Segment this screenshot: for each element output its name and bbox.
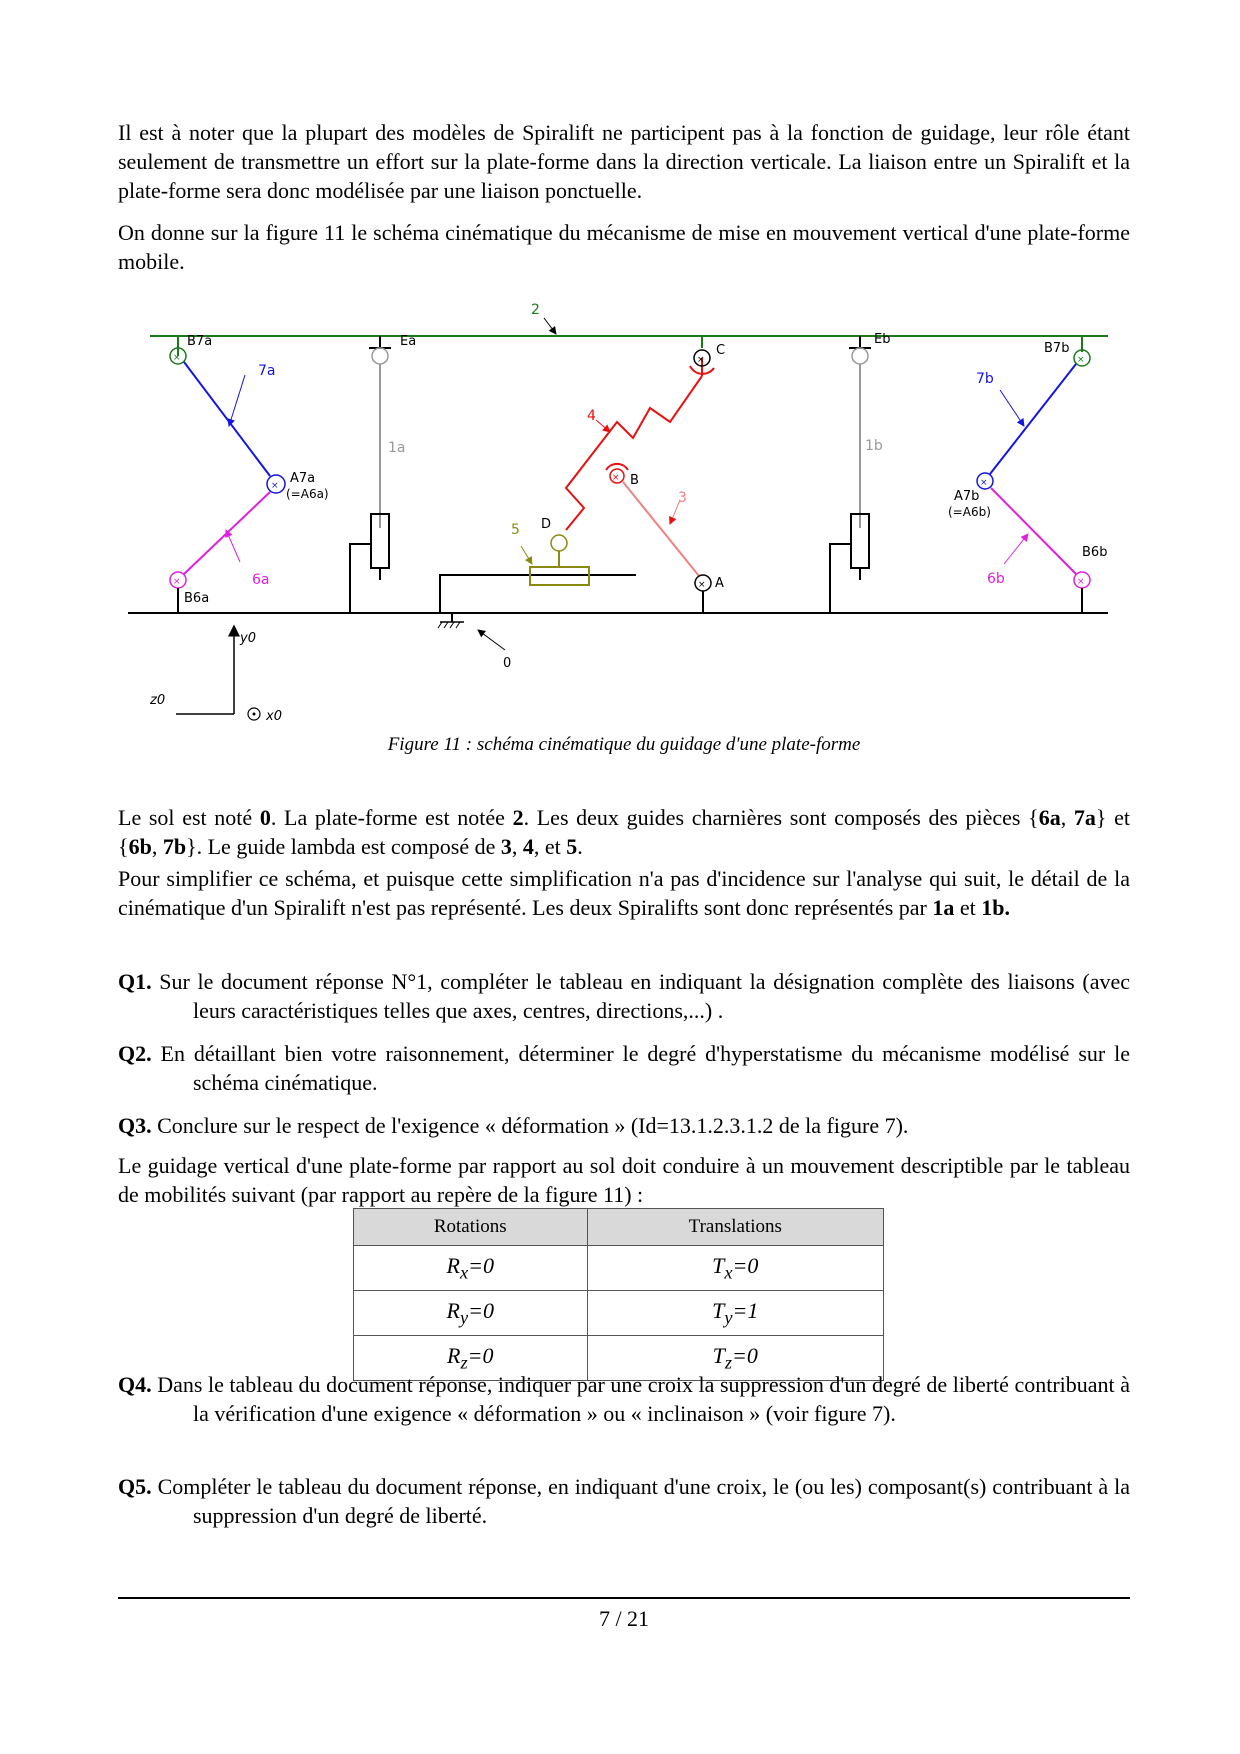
- figure-caption: Figure 11 : schéma cinématique du guidage d'une plate-forme: [387, 734, 861, 755]
- svg-text:×: ×: [1077, 577, 1085, 587]
- paragraph-figure-intro: On donne sur la figure 11 le schéma cinématique du mécanisme de mise en mouvement vertical d'une plate-forme mobile.: [118, 220, 1130, 274]
- label-1a: 1a: [388, 440, 406, 456]
- label-B6b: B6b: [1082, 545, 1108, 560]
- label-A7b: A7b: [954, 489, 980, 504]
- paragraph-simplification: Pour simplifier ce schéma, et puisque cette simplification n'a pas d'incidence sur l'analyse qui suit, le détail de la cinématique d'un Spiralift n'est pas représenté. Les deux Spiralifts sont donc représentés par 1a et 1b.: [118, 866, 1130, 920]
- label-platform-2: 2: [531, 302, 540, 318]
- label-A7a: A7a: [290, 471, 316, 486]
- mobility-table: [353, 1208, 884, 1381]
- svg-text:×: ×: [980, 478, 988, 488]
- label-C: C: [716, 343, 726, 358]
- table-row: $R_x=0$ $T_x=0$: [354, 1246, 884, 1291]
- spiralift-1a: [350, 336, 391, 613]
- question-1: Q1. Sur le document réponse N°1, compléter le tableau en indiquant la désignation complète des liaisons (avec leurs caractéristiques telles que axes, centres, directions,...) .: [118, 969, 1130, 1023]
- svg-text:×: ×: [697, 355, 705, 365]
- label-1b: 1b: [865, 438, 883, 454]
- label-Ea: Ea: [400, 334, 417, 349]
- label-5: 5: [511, 522, 520, 538]
- paragraph-mobility-intro: Le guidage vertical d'une plate-forme par rapport au sol doit conduire à un mouvement descriptible par le tableau de mobilités suivant (par rapport au repère de la figure 11) :: [118, 1153, 1130, 1207]
- svg-text:×: ×: [271, 481, 279, 491]
- lambda-guide-part-3: [606, 464, 711, 613]
- paragraph-parts: Le sol est noté 0. La plate-forme est notée 2. Les deux guides charnières sont composés des pièces {6a, 7a} et {6b, 7b}. Le guide lambda est composé de 3, 4, et 5.: [118, 805, 1130, 859]
- spiralift-1b: [830, 336, 871, 613]
- label-ground-0: 0: [503, 656, 512, 671]
- label-7a: 7a: [258, 363, 276, 379]
- kinematic-diagram: [0, 290, 1240, 730]
- table-row: $R_z=0$ $T_z=0$: [354, 1336, 884, 1381]
- question-2: Q2. En détaillant bien votre raisonnement, déterminer le degré d'hyperstatisme du mécanisme modélisé sur le schéma cinématique.: [118, 1041, 1130, 1095]
- label-A7b-eq: (=A6b): [948, 505, 991, 519]
- header-translations: Translations: [587, 1209, 883, 1246]
- label-A7a-eq: (=A6a): [286, 487, 329, 501]
- question-5: Q5. Compléter le tableau du document réponse, en indiquant d'une croix, le (ou les) composant(s) contribuant à la suppression d'un degré de liberté.: [118, 1474, 1131, 1528]
- label-7b: 7b: [976, 371, 994, 387]
- svg-text:×: ×: [698, 580, 706, 590]
- lambda-guide-part-5: [440, 535, 636, 613]
- page-number: 7 / 21: [598, 1606, 650, 1631]
- label-y0: y0: [240, 631, 256, 646]
- label-x0: x0: [266, 709, 282, 724]
- paragraph-spiralift-note: Il est à noter que la plupart des modèles de Spiralift ne participent pas à la fonction de guidage, leur rôle étant seulement de transmettre un effort sur la plate-forme dans la direction verticale. La liaison entre un Spiralift et la plate-forme sera donc modélisée par une liaison ponctuelle.: [118, 120, 1130, 203]
- question-4: Q4. Dans le tableau du document réponse, indiquer par une croix la suppression d'un degré de liberté contribuant à la vérification d'une exigence « déformation » ou « inclinaison » (voir figure 7).: [118, 1372, 1131, 1426]
- svg-text:×: ×: [173, 353, 181, 363]
- label-A: A: [715, 576, 724, 591]
- svg-text:×: ×: [612, 473, 620, 483]
- footer-divider: [118, 1597, 1130, 1599]
- arrow-platform-2: [544, 318, 556, 334]
- label-B7b: B7b: [1044, 341, 1070, 356]
- label-4: 4: [587, 408, 596, 424]
- label-Eb: Eb: [874, 332, 891, 347]
- question-3: Q3. Conclure sur le respect de l'exigence « déformation » (Id=13.1.2.3.1.2 de la figure 7).: [118, 1113, 909, 1138]
- label-3: 3: [678, 490, 687, 506]
- svg-text:×: ×: [1077, 355, 1085, 365]
- label-z0: z0: [150, 693, 166, 708]
- label-B6a: B6a: [184, 591, 210, 606]
- label-B: B: [630, 473, 639, 488]
- ground-anchor-0: [438, 613, 505, 650]
- label-D: D: [541, 517, 552, 532]
- label-6a: 6a: [252, 572, 270, 588]
- label-6b: 6b: [987, 571, 1005, 587]
- svg-text:×: ×: [173, 577, 181, 587]
- label-B7a: B7a: [187, 334, 213, 349]
- table-row: $R_y=0$ $T_y=1$: [354, 1291, 884, 1336]
- header-rotations: Rotations: [354, 1209, 588, 1246]
